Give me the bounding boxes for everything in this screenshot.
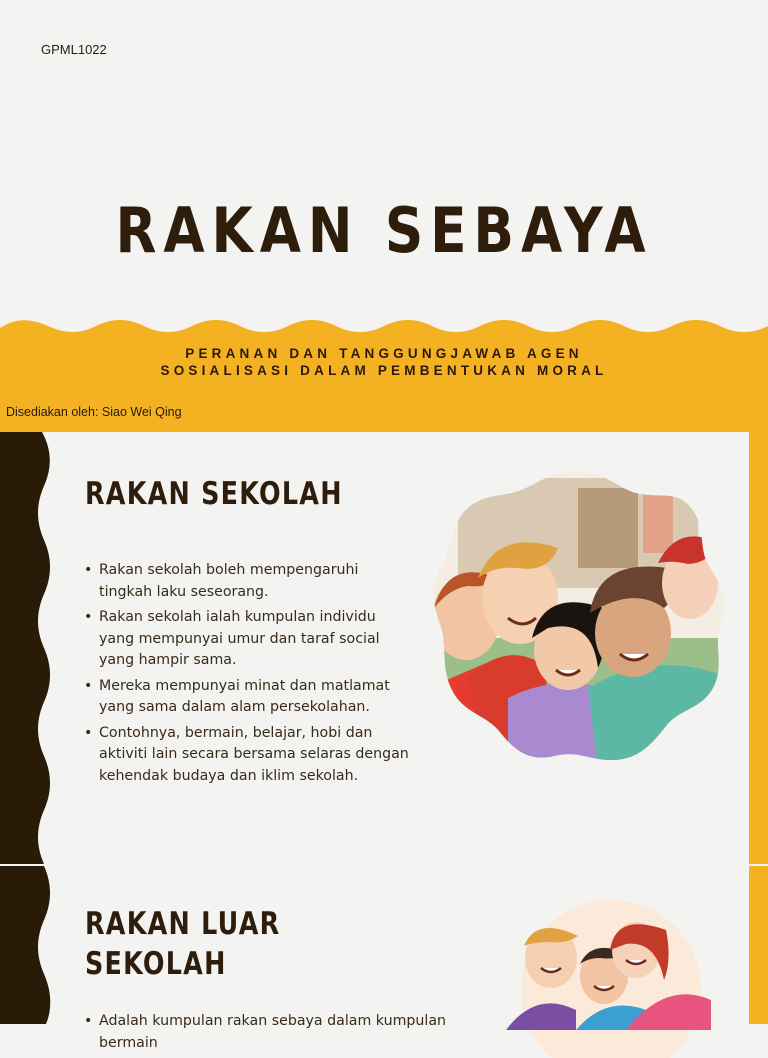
list-item: • Rakan sekolah boleh mempengaruhi tingkah laku seseorang. — [84, 560, 414, 603]
list-item: • Mereka mempunyai minat dan matlamat yang sama dalam alam persekolahan. — [84, 676, 414, 719]
list-item: • Contohnya, bermain, belajar, hobi dan aktiviti lain secara bersama selaras dengan kehendak budaya dan iklim sekolah. — [84, 723, 414, 788]
content-slide-rakan-sekolah — [0, 432, 768, 864]
author-credit: Disediakan oleh: Siao Wei Qing — [6, 405, 182, 419]
accent-right-bar — [749, 866, 768, 1024]
wavy-left-edge — [0, 432, 60, 864]
section-heading: RAKAN SEKOLAH — [85, 476, 343, 512]
subtitle-line-1: PERANAN DAN TANGGUNGJAWAB AGEN — [185, 346, 583, 361]
slide-title: RAKAN SEBAYA — [115, 194, 653, 267]
wavy-left-edge — [0, 866, 60, 1024]
list-item: • Adalah kumpulan rakan sebaya dalam kumpulan bermain — [84, 1011, 484, 1054]
accent-right-bar — [749, 432, 768, 864]
title-slide — [0, 0, 768, 432]
list-item: • Rakan sekolah ialah kumpulan individu yang mempunyai umur dan taraf social yang hampir sama. — [84, 607, 414, 672]
friends-group-illustration-icon — [428, 468, 728, 768]
friends-trio-illustration-icon — [496, 900, 726, 1030]
heading-line-1: RAKAN LUAR — [85, 906, 281, 942]
subtitle-line-2: SOSIALISASI DALAM PEMBENTUKAN MORAL — [160, 363, 608, 378]
bullet-list — [84, 560, 414, 791]
heading-line-2: SEKOLAH — [85, 946, 227, 982]
section-heading — [85, 904, 280, 984]
content-slide-rakan-luar-sekolah — [0, 866, 768, 1051]
bullet-list — [84, 1011, 484, 1058]
course-code: GPML1022 — [41, 42, 107, 57]
slide-subtitle — [0, 345, 768, 379]
